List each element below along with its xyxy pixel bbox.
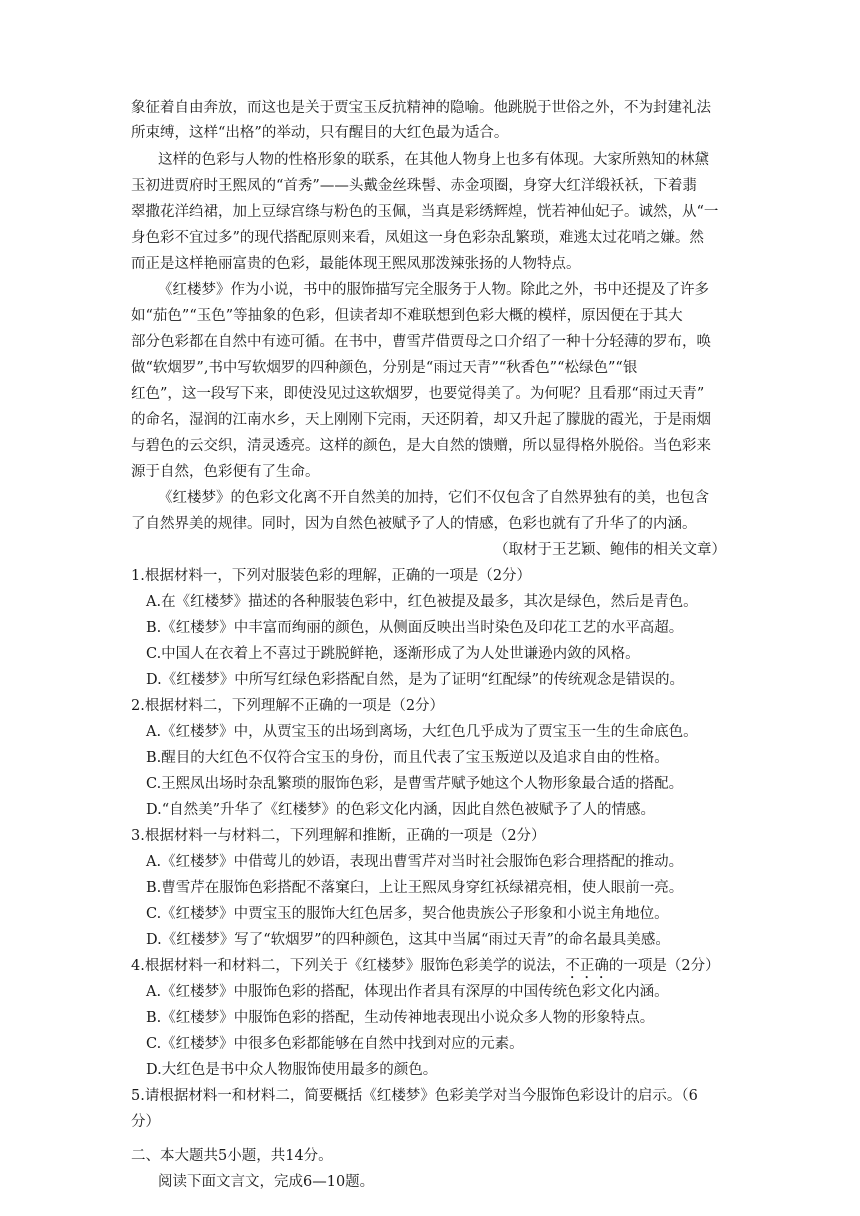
passage-line: 《红楼梦》作为小说，书中的服饰描写完全服务于人物。除此之外，书中还提及了许多 xyxy=(158,282,709,298)
passage-line: 象征着自由奔放，而这也是关于贾宝玉反抗精神的隐喻。他跳脱于世俗之外，不为封建礼法 xyxy=(131,100,711,116)
question-3-option-a: A.《红楼梦》中借莺儿的妙语，表现出曹雪芹对当时社会服饰色彩合理搭配的推动。 xyxy=(146,854,684,870)
question-3-option-b: B.曹雪芹在服饰色彩搭配不落窠臼，上让王熙凤身穿红袄绿裙亮相，使人眼前一亮。 xyxy=(146,880,684,896)
passage-line: 源于自然，色彩便有了生命。 xyxy=(131,464,320,480)
passage-line: 了自然界美的规律。同时，因为自然色被赋予了人的情感，色彩也就有了升华了的内涵。 xyxy=(131,516,697,532)
question-1-option-b: B.《红楼梦》中丰富而绚丽的颜色，从侧面反映出当时染色及印花工艺的水平高超。 xyxy=(146,620,684,636)
passage-line: 做“软烟罗”,书中写软烟罗的四种颜色，分别是“雨过天青”“秋香色”“松绿色”“银 xyxy=(131,360,638,376)
passage-line: 与碧色的云交织，清灵透亮。这样的颜色，是大自然的馈赠，所以显得格外脱俗。当色彩来 xyxy=(131,438,711,454)
question-2-option-d: D.“自然美”升华了《红楼梦》的色彩文化内涵，因此自然色被赋予了人的情感。 xyxy=(146,802,656,818)
question-4-option-b: B.《红楼梦》中服饰色彩的搭配，生动传神地表现出小说众多人物的形象特点。 xyxy=(146,1010,655,1026)
passage-line: 如“茄色”“玉色”等抽象的色彩，但读者却不难联想到色彩大概的模样，原因便在于其大 xyxy=(131,308,683,324)
section-2-heading: 二、本大题共5小题，共14分。 xyxy=(131,1148,333,1164)
passage-line: 而正是这样艳丽富贵的色彩，最能体现王熙凤那泼辣张扬的人物特点。 xyxy=(131,256,581,272)
question-2-option-c: C.王熙凤出场时杂乱繁琐的服饰色彩，是曹雪芹赋予她这个人物形象最合适的搭配。 xyxy=(146,776,684,792)
question-3-option-d: D.《红楼梦》写了“软烟罗”的四种颜色，这其中当属“雨过天青”的命名最具美感。 xyxy=(146,932,670,948)
question-3-option-c: C.《红楼梦》中贾宝玉的服饰大红色居多，契合他贵族公子形象和小说主角地位。 xyxy=(146,906,669,922)
passage-line: 红色”，这一段写下来，即使没见过这软烟罗，也要觉得美了。为何呢？且看那“雨过天青” xyxy=(131,386,705,402)
passage-line: 的命名，湿润的江南水乡，天上刚刚下完雨，天还阴着，却又升起了朦胧的霞光，于是雨烟 xyxy=(131,412,711,428)
question-5-stem-continued: 分） xyxy=(131,1114,160,1130)
section-2-instruction: 阅读下面文言文，完成6—10题。 xyxy=(158,1174,375,1190)
question-4-option-c: C.《红楼梦》中很多色彩都能够在自然中找到对应的元素。 xyxy=(146,1036,524,1052)
passage-line: 《红楼梦》的色彩文化离不开自然美的加持，它们不仅包含了自然界独有的美，也包含 xyxy=(158,490,709,506)
passage-line: 翠撒花洋绉裙，加上豆绿宫绦与粉色的玉佩，当真是彩绣辉煌，恍若神仙妃子。诚然，从“一 xyxy=(131,204,719,220)
passage-line: 这样的色彩与人物的性格形象的联系，在其他人物身上也多有体现。大家所熟知的林黛 xyxy=(158,152,709,168)
question-4-stem-before: 4.根据材料一和材料二，下列关于《红楼梦》服饰色彩美学的说法， xyxy=(131,958,566,974)
question-1-stem: 1.根据材料一，下列对服装色彩的理解，正确的一项是（2分） xyxy=(131,568,532,584)
question-4-option-a: A.《红楼梦》中服饰色彩的搭配，体现出作者具有深厚的中国传统色彩文化内涵。 xyxy=(146,984,669,1000)
question-2-stem: 2.根据材料二，下列理解不正确的一项是（2分） xyxy=(131,698,445,714)
passage-line: 玉初进贾府时王熙凤的“首秀”——头戴金丝珠髻、赤金项圈，身穿大红洋缎袄袄，下着翡 xyxy=(131,178,697,194)
question-2-option-a: A.《红楼梦》中，从贾宝玉的出场到离场，大红色几乎成为了贾宝玉一生的生命底色。 xyxy=(146,724,698,740)
passage-line: 部分色彩都在自然中有迹可循。在书中，曹雪芹借贾母之口介绍了一种十分轻薄的罗布，唤 xyxy=(131,334,711,350)
question-1-option-a: A.在《红楼梦》描述的各种服装色彩中，红色被提及最多，其次是绿色，然后是青色。 xyxy=(146,594,698,610)
question-4-emphasis: 不正确 xyxy=(565,958,609,974)
question-3-stem: 3.根据材料一与材料二，下列理解和推断，正确的一项是（2分） xyxy=(131,828,546,844)
passage-line: 身色彩不宜过多”的现代搭配原则来看，凤姐这一身色彩杂乱繁琐，难逃太过花哨之嫌。然 xyxy=(131,230,704,246)
question-5-stem: 5.请根据材料一和材料二，简要概括《红楼梦》色彩美学对当今服饰色彩设计的启示。（6 xyxy=(131,1088,698,1104)
source-citation: （取材于王艺颖、鲍伟的相关文章） xyxy=(494,542,726,558)
question-4-option-d: D.大红色是书中众人物服饰使用最多的颜色。 xyxy=(146,1062,438,1078)
question-4-stem xyxy=(131,956,720,982)
question-2-option-b: B.醒目的大红色不仅符合宝玉的身份，而且代表了宝玉叛逆以及追求自由的性格。 xyxy=(146,750,669,766)
question-1-option-d: D.《红楼梦》中所写红绿色彩搭配自然，是为了证明“红配绿”的传统观念是错误的。 xyxy=(146,672,685,688)
passage-line: 所束缚，这样“出格”的举动，只有醒目的大红色最为适合。 xyxy=(131,125,509,141)
question-4-stem-after: 的一项是（2分） xyxy=(608,958,720,974)
question-1-option-c: C.中国人在衣着上不喜过于跳脱鲜艳，逐渐形成了为人处世谦逊内敛的风格。 xyxy=(146,646,640,662)
